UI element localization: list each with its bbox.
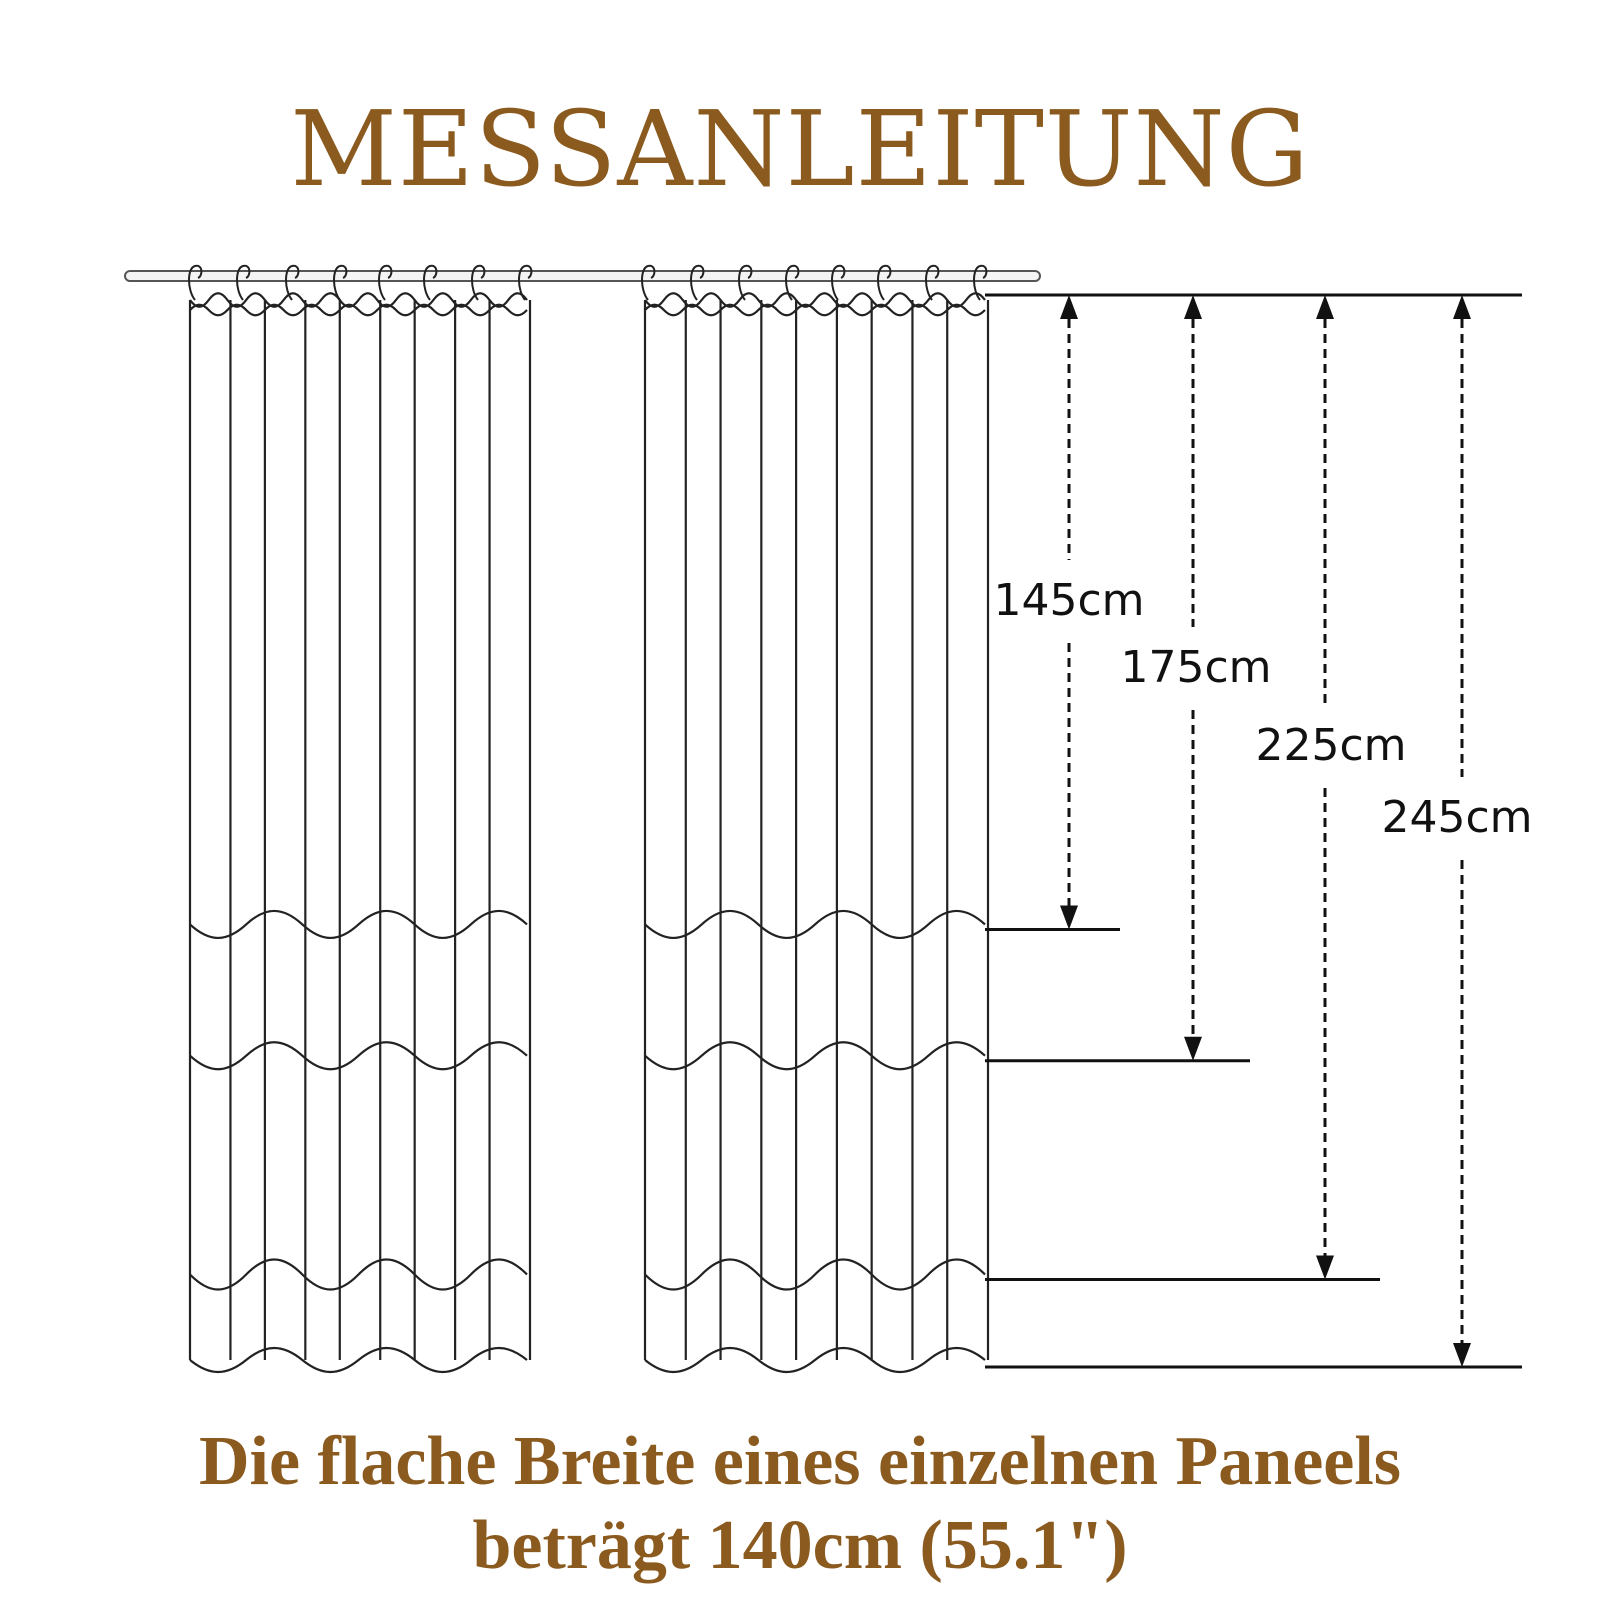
hem-wave <box>190 1042 527 1069</box>
dimension-245cm <box>1381 295 1532 1367</box>
curtain-panel-right <box>642 266 988 1372</box>
bottom-hem <box>645 1348 985 1372</box>
curtain-panel-left <box>189 266 531 1372</box>
arrowhead-down <box>1453 1343 1471 1367</box>
hem-wave <box>190 1259 527 1289</box>
measurement-label: 145cm <box>993 575 1145 626</box>
header-ruffle <box>645 305 985 316</box>
arrowhead-up <box>1184 295 1202 319</box>
measurement-label: 245cm <box>1381 792 1533 843</box>
caption-line-2: beträgt 140cm (55.1") <box>472 1507 1128 1584</box>
curtain-rod <box>125 271 1040 281</box>
arrowhead-down <box>1316 1255 1334 1279</box>
dimension-145cm <box>993 295 1144 929</box>
arrowhead-down <box>1184 1037 1202 1061</box>
dimension-225cm <box>1255 295 1406 1279</box>
caption-line-1: Die flache Breite eines einzelnen Paneels <box>198 1423 1402 1500</box>
arrowhead-down <box>1060 905 1078 929</box>
page-title: MESSANLEITUNG <box>290 88 1310 210</box>
dimension-markers <box>993 295 1532 1367</box>
hem-wave <box>645 1259 985 1289</box>
bottom-hem <box>190 1348 527 1372</box>
arrowhead-up <box>1316 295 1334 319</box>
dimension-175cm <box>1120 295 1271 1061</box>
caption <box>0 1420 1600 1588</box>
arrowhead-up <box>1060 295 1078 319</box>
hem-wave <box>645 1042 985 1069</box>
arrowhead-up <box>1453 295 1471 319</box>
header-ruffle <box>190 305 527 316</box>
hem-wave <box>190 911 527 938</box>
measurement-label: 175cm <box>1120 642 1272 693</box>
hem-wave <box>645 911 985 938</box>
measurement-label: 225cm <box>1255 720 1407 771</box>
